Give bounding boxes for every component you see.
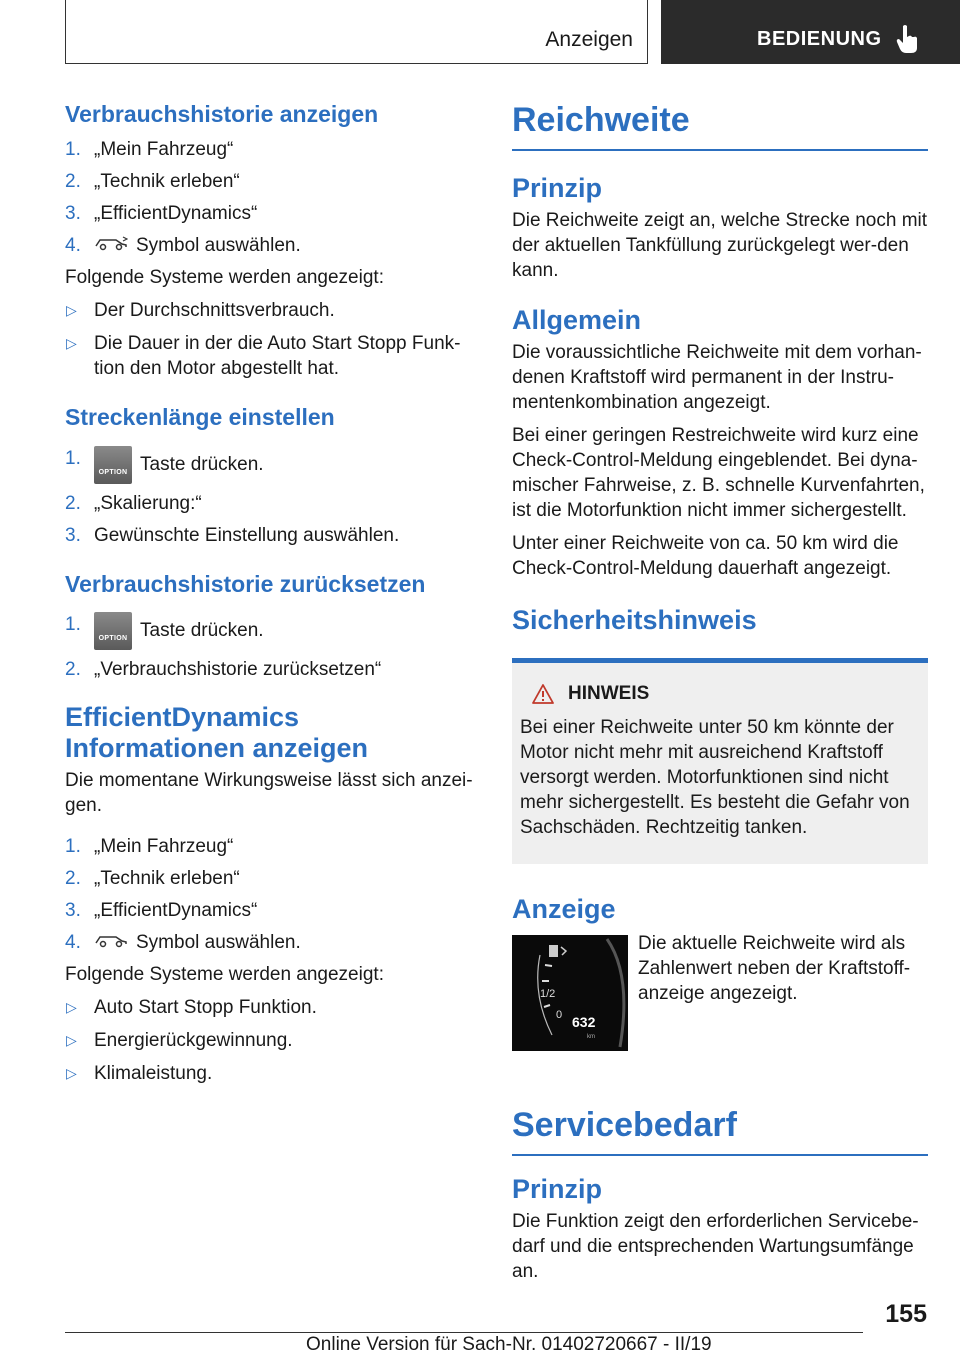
step-text: „Mein Fahrzeug“: [94, 836, 234, 858]
step-text: „Skalierung:“: [94, 492, 202, 514]
list-item: [65, 898, 475, 923]
allgemein-paragraph: Unter einer Reichweite von ca. 50 km wird die Check-Control-Meldung dauerhaft angezeigt.: [512, 532, 899, 579]
step-number: 2.: [65, 868, 81, 890]
fuel-pump-icon: [549, 945, 558, 957]
list-item: [65, 657, 475, 682]
step-text: „Mein Fahrzeug“: [94, 138, 234, 160]
step-text: „EfficientDynamics“: [94, 202, 258, 224]
heading-verbrauchshistorie: Verbrauchshistorie anzeigen: [65, 101, 379, 127]
step-text: „Technik erleben“: [94, 170, 240, 192]
footer-divider: [65, 1332, 863, 1333]
bullets-verbrauchshistorie: [65, 298, 475, 381]
hinweis-header: [532, 683, 920, 705]
option-button-icon: [94, 446, 132, 484]
list-item: [65, 446, 475, 484]
header-section-box: [65, 0, 648, 64]
heading-streckenlaenge: Streckenlänge einstellen: [65, 403, 335, 430]
gauge-unit-label: km: [587, 1033, 595, 1040]
step-text: Taste drücken.: [140, 620, 264, 642]
hinweis-box: [512, 658, 928, 864]
step-number: 4.: [65, 932, 81, 954]
triangle-bullet-icon: ▷: [66, 1065, 77, 1082]
step-text: Taste drücken.: [140, 453, 264, 475]
heading-reichweite: Reichweite: [512, 100, 928, 151]
step-number: 3.: [65, 524, 81, 546]
left-column: [65, 100, 475, 1094]
step-number: 2.: [65, 170, 81, 192]
systems-lead: Folgende Systeme werden angezeigt:: [65, 266, 384, 288]
steps-verbrauchshistorie: [65, 137, 475, 258]
list-item: [65, 331, 475, 381]
list-item: [65, 1028, 475, 1053]
list-item: [65, 866, 475, 891]
option-button-label: OPTION: [98, 635, 128, 643]
step-number: 2.: [65, 492, 81, 514]
right-column: [512, 100, 928, 1292]
step-text: Gewünschte Einstellung auswählen.: [94, 524, 400, 546]
steps-efficientdynamics: [65, 834, 475, 955]
step-number: 1.: [65, 614, 81, 636]
bullets-efficientdynamics: [65, 995, 475, 1086]
fuel-gauge-image: [512, 935, 628, 1051]
list-item: [65, 523, 475, 548]
list-item: [65, 137, 475, 162]
triangle-bullet-icon: ▷: [66, 999, 77, 1016]
allgemein-paragraph: Bei einer geringen Restreichweite wird kurz eine Check-Control-Meldung eingeblendet. Bei dyna‐mischer Fahrweise, z. B. schnelle Kurvenfahrten, ist die Motorfunktion nicht immer sichergestellt.: [512, 424, 925, 521]
step-number: 1.: [65, 447, 81, 469]
list-item: [65, 930, 475, 955]
bullet-text: Klimaleistung.: [94, 1063, 213, 1085]
list-item: [65, 169, 475, 194]
heading-servicebedarf: Servicebedarf: [512, 1105, 928, 1156]
step-text: Symbol auswählen.: [136, 932, 301, 954]
systems-lead: Folgende Systeme werden angezeigt:: [65, 964, 384, 986]
hinweis-text: Bei einer Reichweite unter 50 km könnte der Motor nicht mehr mit ausreichend Kraftstoff versorgt werden. Motorfunktionen sind nicht mehr sichergestellt. Es besteht die Gefahr von Sachschäden. Rechtzeitig tanken.: [520, 716, 910, 838]
step-text: „Verbrauchshistorie zurücksetzen“: [94, 659, 382, 681]
heading-prinzip-service: Prinzip: [512, 1173, 603, 1204]
list-item: [65, 201, 475, 226]
steps-zuruecksetzen: [65, 612, 475, 682]
step-text: Symbol auswählen.: [136, 234, 301, 256]
heading-anzeige: Anzeige: [512, 893, 616, 924]
warning-triangle-icon: [532, 684, 554, 704]
list-item: [65, 1061, 475, 1086]
footer-text: Online Version für Sach-Nr. 01402720667 - II/19: [306, 1334, 712, 1355]
prinzip-text: Die Reichweite zeigt an, welche Strecke noch mit der aktuellen Tankfüllung zurückgelegt wer‐den kann.: [512, 209, 928, 281]
bullet-text: Der Durchschnittsverbrauch.: [94, 299, 335, 321]
list-item: [65, 995, 475, 1020]
page-number: 155: [885, 1300, 927, 1328]
heading-efficientdynamics: EfficientDynamics Informationen anzeigen: [65, 702, 369, 764]
anzeige-text: Die aktuelle Reichweite wird als Zahlenwert neben der Kraftstoff‐anzeige angezeigt.: [638, 932, 911, 1004]
step-text: „Technik erleben“: [94, 868, 240, 890]
step-number: 3.: [65, 900, 81, 922]
gauge-zero-label: 0: [556, 1008, 563, 1021]
list-item: [65, 491, 475, 516]
triangle-bullet-icon: ▷: [66, 334, 77, 351]
list-item: [65, 612, 475, 650]
heading-zuruecksetzen: Verbrauchshistorie zurücksetzen: [65, 570, 426, 597]
header-chapter-box: [661, 0, 960, 64]
bullet-text: Energierückgewinnung.: [94, 1030, 293, 1052]
efficientdynamics-intro: Die momentane Wirkungsweise lässt sich anzei‐gen.: [65, 770, 473, 817]
list-item: [65, 298, 475, 323]
step-number: 1.: [65, 836, 81, 858]
gauge-range-value: 632: [572, 1013, 596, 1030]
option-button-icon: [94, 612, 132, 650]
step-number: 2.: [65, 659, 81, 681]
heading-allgemein: Allgemein: [512, 304, 642, 335]
step-text: „EfficientDynamics“: [94, 900, 258, 922]
car-history-icon: [94, 235, 128, 251]
car-icon: [94, 932, 128, 948]
step-number: 4.: [65, 234, 81, 256]
heading-sicherheitshinweis: Sicherheitshinweis: [512, 604, 757, 635]
bullet-text: Auto Start Stopp Funktion.: [94, 997, 317, 1019]
step-number: 1.: [65, 138, 81, 160]
list-item: [65, 834, 475, 859]
hinweis-label: HINWEIS: [568, 682, 650, 704]
bullet-text: Die Dauer in der die Auto Start Stopp Funk‐tion den Motor abgestellt hat.: [94, 332, 461, 379]
steps-streckenlaenge: [65, 446, 475, 548]
gauge-half-label: 1/2: [540, 987, 556, 1000]
triangle-bullet-icon: ▷: [66, 301, 77, 318]
allgemein-paragraph: Die voraussichtliche Reichweite mit dem vorhan‐denen Kraftstoff wird permanent in der Instru‐mentenkombination angezeigt.: [512, 341, 922, 413]
triangle-bullet-icon: ▷: [66, 1032, 77, 1049]
list-item: [65, 233, 475, 258]
hand-pointer-icon: [896, 24, 920, 54]
step-number: 3.: [65, 202, 81, 224]
anzeige-row: [512, 932, 928, 1051]
header-chapter-title: BEDIENUNG: [757, 28, 882, 50]
option-button-label: OPTION: [98, 468, 128, 476]
service-prinzip-text: Die Funktion zeigt den erforderlichen Servicebe‐darf und die entsprechenden Wartungsumfänge an.: [512, 1210, 919, 1282]
header-section-title: Anzeigen: [545, 28, 633, 51]
heading-prinzip: Prinzip: [512, 172, 603, 203]
